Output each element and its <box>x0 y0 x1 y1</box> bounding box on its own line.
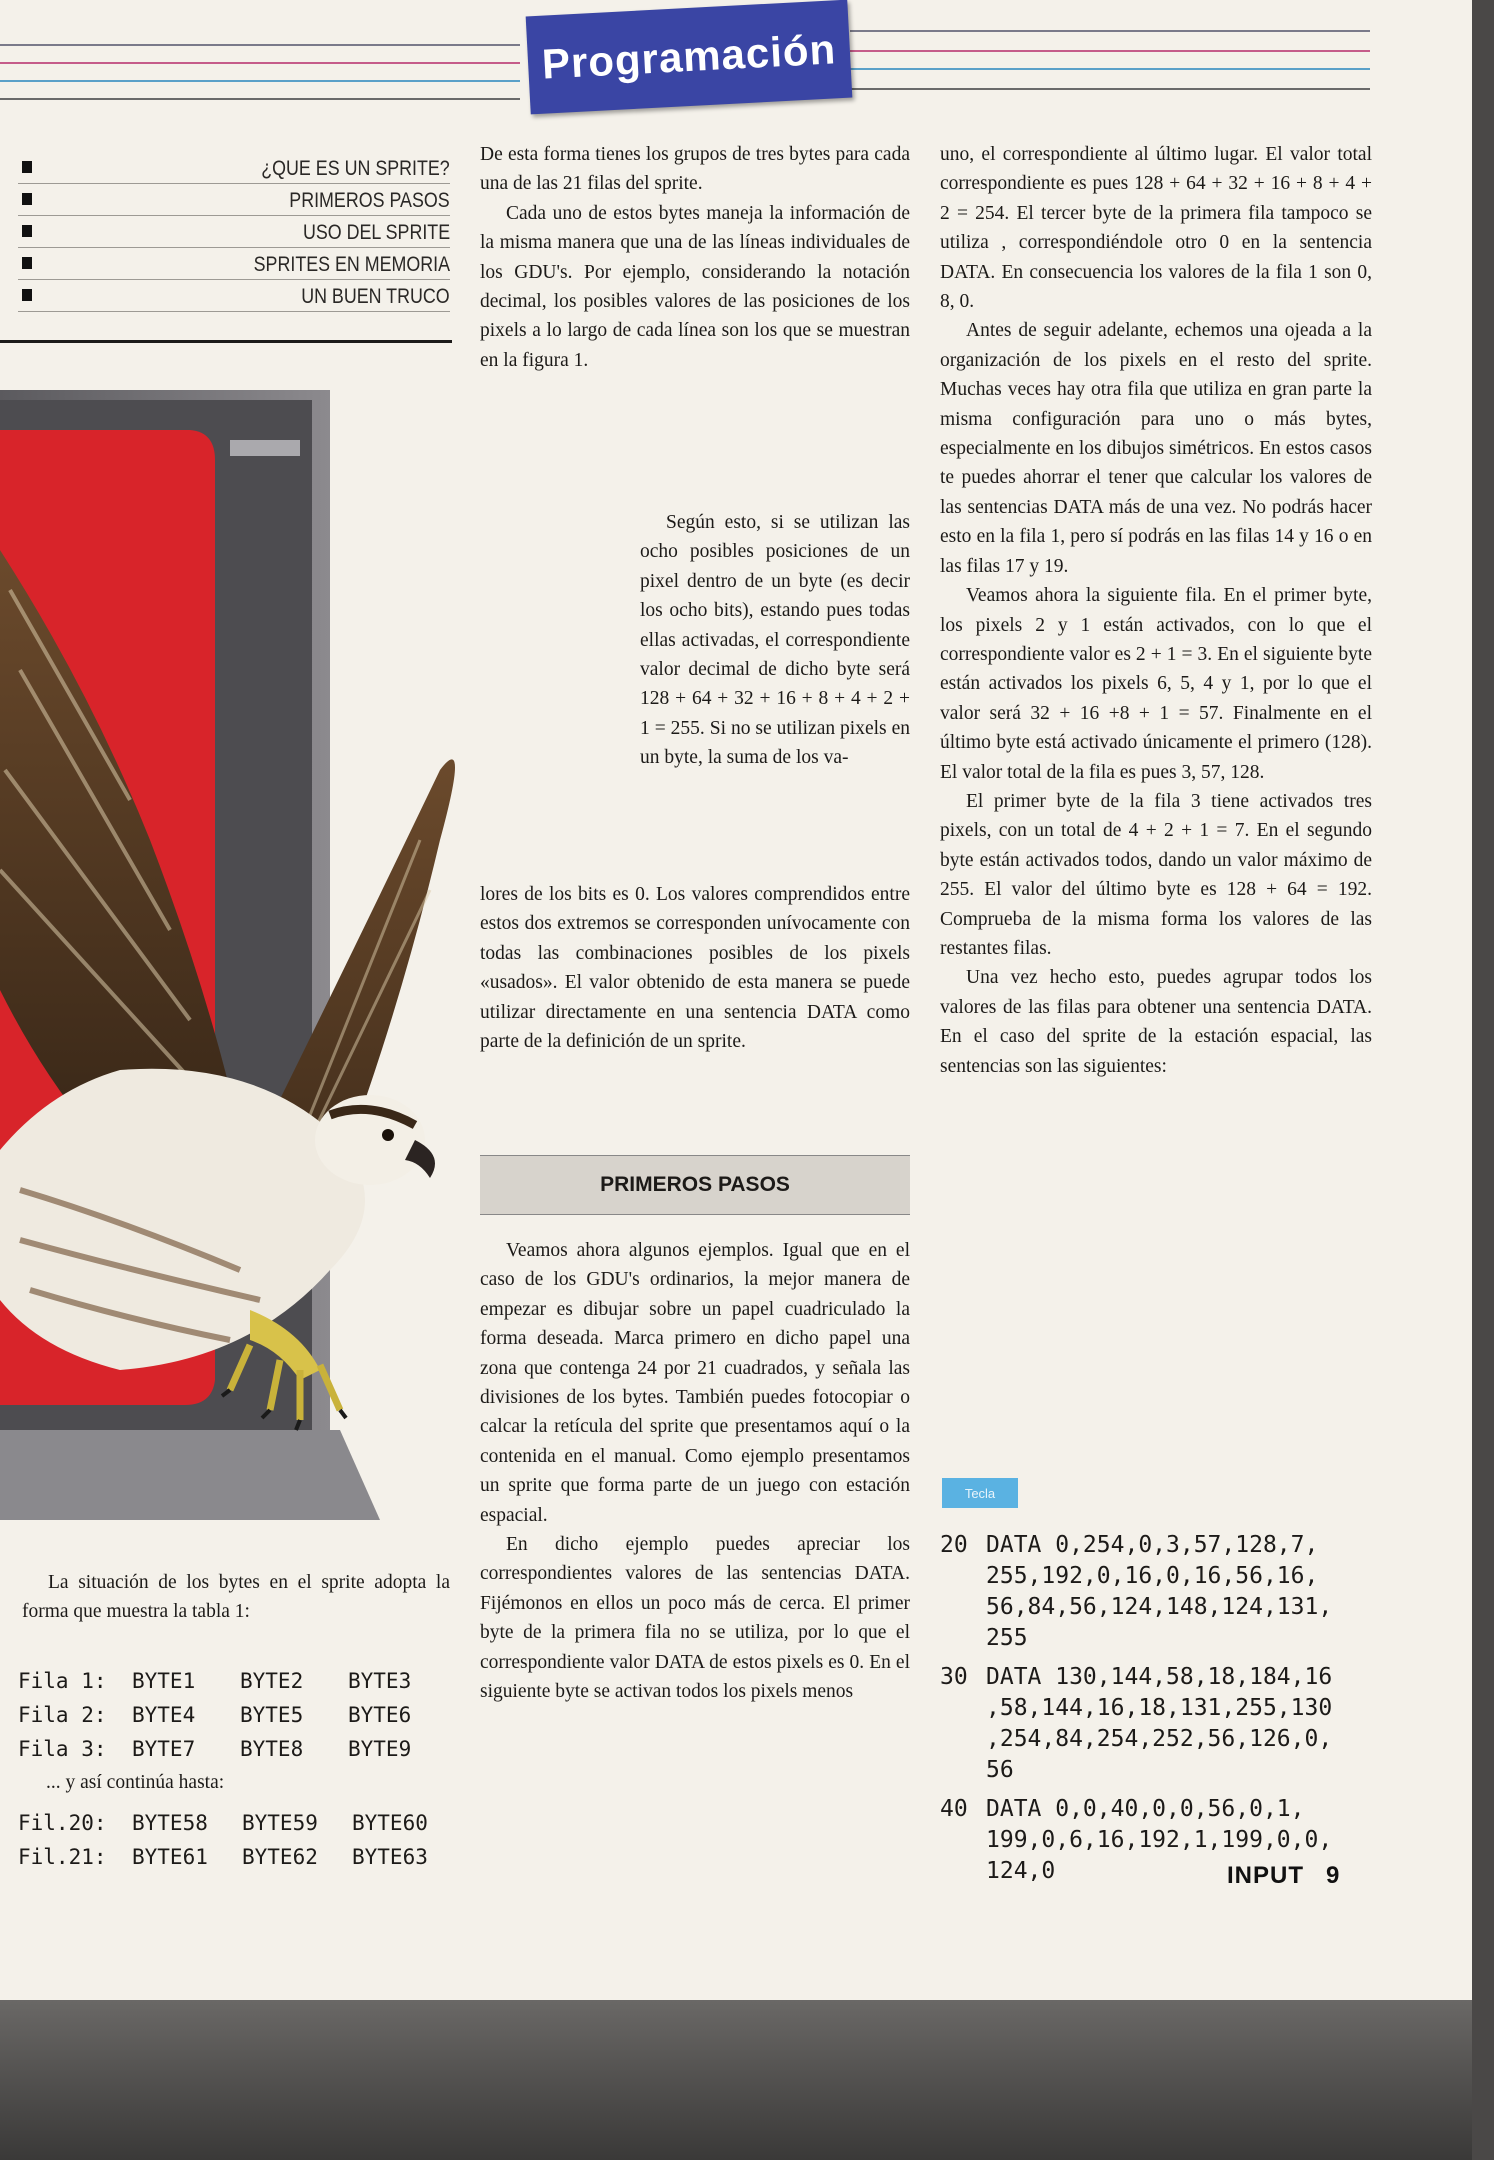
topic-item: PRIMEROS PASOS <box>18 184 450 216</box>
bullet-square-icon <box>22 193 32 205</box>
paragraph: Veamos ahora algunos ejemplos. Igual que en el caso de los GDU's ordinarios, la mejor manera de empezar es dibujar sobre un papel cuadriculado la forma deseada. Marca primero en dicho papel una zona que contenga 24 por 21 cuadrados, y señala las divisiones de los bytes. También puedes fotocopiar o calcar la retícula del sprite que presentamos aquí o la contenida en el manual. Como ejemplo presentamos un sprite que forma parte de un juego con estación espacial. <box>480 1240 910 1526</box>
column-2-bottom <box>480 1236 910 1707</box>
column-1 <box>22 1568 450 1627</box>
header-rule <box>0 44 520 46</box>
scan-edge <box>1472 0 1494 2160</box>
topic-item: UN BUEN TRUCO <box>18 280 450 312</box>
byte-table-end <box>18 1806 428 1874</box>
topic-item: SPRITES EN MEMORIA <box>18 248 450 280</box>
column-3 <box>940 140 1372 1081</box>
table-row: Fila 2: BYTE4 BYTE5 BYTE6 <box>18 1703 412 1727</box>
table-row: Fila 1: BYTE1 BYTE2 BYTE3 <box>18 1669 412 1693</box>
header-rule <box>0 80 520 82</box>
paragraph: Una vez hecho esto, puedes agrupar todos los valores de las filas para obtener una sentencia DATA. En el caso del sprite de la estación espacial, las sentencias son las siguientes: <box>940 967 1372 1077</box>
paragraph: Cada uno de estos bytes maneja la información de la misma manera que una de las líneas individuales de los GDU's. Por ejemplo, considerando la notación decimal, los posibles valores de las posiciones de los pixels a lo largo de cada línea son los que se muestran en la figura 1. <box>480 202 910 371</box>
section-heading: PRIMEROS PASOS <box>480 1155 910 1215</box>
table-row: Fil.21: BYTE61 BYTE62 BYTE63 <box>18 1845 428 1869</box>
byte-table <box>18 1664 411 1766</box>
code-line: 20 DATA 0,254,0,3,57,128,7, 255,192,0,16,0,16,56,16, 56,84,56,124,148,124,131, 255 <box>940 1532 1333 1651</box>
magazine-name: INPUT <box>1227 1862 1304 1889</box>
bullet-square-icon <box>22 225 32 237</box>
code-listing <box>940 1530 1380 1895</box>
header-rule <box>850 50 1370 52</box>
header-rule <box>0 98 520 100</box>
bullet-square-icon <box>22 161 32 173</box>
topics-list <box>18 152 450 312</box>
monitor-base <box>0 1430 380 1520</box>
paragraph: Según esto, si se utilizan las ocho posibles posiciones de un pixel dentro de un byte (es decir los ocho bits), estando pues todas ellas activadas, el correspondiente valor decimal de dicho byte será 128 + 64 + 32 + 16 + 8 + 4 + 2 + 1 = 255. Si no se utilizan pixels en un byte, la suma de los va- <box>640 512 910 769</box>
bullet-square-icon <box>22 257 32 269</box>
paragraph: En dicho ejemplo puedes apreciar los correspondientes valores de las sentencias DATA. Fijémonos en ellos un poco más de cerca. El primer byte de la primera fila no se utiliza, por lo que el correspondiente valor DATA de estos pixels es 0. En el siguiente byte se activan todos los pixels menos <box>480 1534 910 1703</box>
scan-shadow <box>0 2000 1494 2160</box>
header-rule <box>850 68 1370 70</box>
paragraph: Veamos ahora la siguiente fila. En el primer byte, los pixels 2 y 1 están activados, con lo que el correspondiente valor es 2 + 1 = 3. En el siguiente byte están activados los pixels 6, 5, 4 y 1, por lo que el valor será 32 + 16 +8 + 1 = 57. Finalmente en el último byte está activado únicamente el primero (128). El valor total de la fila es pues 3, 57, 128. <box>940 585 1372 783</box>
monitor-slot <box>230 440 300 456</box>
eagle-monitor-illustration <box>0 370 475 1540</box>
column-2-top <box>480 140 910 375</box>
table-row: Fil.20: BYTE58 BYTE59 BYTE60 <box>18 1811 428 1835</box>
byte-layout-caption: La situación de los bytes en el sprite adopta la forma que muestra la tabla 1: <box>22 1572 450 1623</box>
paragraph: lores de los bits es 0. Los valores comprendidos entre estos dos extremos se corresponden unívocamente con todas las combinaciones posibles de los pixels «usados». El valor obtenido de esta manera se puede utilizar directamente en una sentencia DATA como parte de la definición de un sprite. <box>480 884 910 1053</box>
header-rule <box>850 88 1370 90</box>
paragraph: El primer byte de la fila 3 tiene activados tres pixels, con un total de 4 + 2 + 1 = 7. En el segundo byte están activados todos, dando un valor máximo de 255. El valor del último byte es 128 + 64 = 192. Comprueba de la misma forma los valores de las restantes filas. <box>940 790 1372 959</box>
section-title-box <box>526 0 853 114</box>
column-2-narrow <box>640 508 910 773</box>
page-number: 9 <box>1326 1862 1341 1889</box>
section-title: Programación <box>540 25 838 88</box>
table-continues: ... y así continúa hasta: <box>46 1772 225 1793</box>
code-line: 40 DATA 0,0,40,0,0,56,0,1, 199,0,6,16,192,1,199,0,0, 124,0 <box>940 1796 1333 1884</box>
bullet-square-icon <box>22 289 32 301</box>
table-row: Fila 3: BYTE7 BYTE8 BYTE9 <box>18 1737 412 1761</box>
header-rule <box>850 30 1370 32</box>
topics-divider <box>0 340 452 343</box>
page-footer <box>1227 1862 1340 1890</box>
keyboard-badge: Tecla <box>942 1478 1018 1508</box>
paragraph: Antes de seguir adelante, echemos una ojeada a la organización de los pixels en el resto del sprite. Muchas veces hay otra fila que utiliza en gran parte la misma configuración para uno o más bytes, especialmente en los dibujos simétricos. En estos casos te puedes ahorrar el tener que calcular los valores de las sentencias DATA más de una vez. No podrás hacer esto en la fila 1, pero sí podrás en las filas 14 y 16 o en las filas 17 y 19. <box>940 320 1372 577</box>
column-2-wide <box>480 880 910 1056</box>
code-line: 30 DATA 130,144,58,18,184,16 ,58,144,16,18,131,255,130 ,254,84,254,252,56,126,0, 56 <box>940 1664 1333 1783</box>
header-rule <box>0 62 520 64</box>
topic-item: ¿QUE ES UN SPRITE? <box>18 152 450 184</box>
topic-item: USO DEL SPRITE <box>18 216 450 248</box>
paragraph: uno, el correspondiente al último lugar. El valor total correspondiente es pues 128 + 64 + 32 + 16 + 8 + 4 + 2 = 254. El tercer byte de la primera fila tampoco se utiliza , correspondiéndole otro 0 en la sentencia DATA. En consecuencia los valores de la fila 1 son 0, 8, 0. <box>940 144 1372 313</box>
paragraph: De esta forma tienes los grupos de tres bytes para cada una de las 21 filas del sprite. <box>480 144 910 195</box>
